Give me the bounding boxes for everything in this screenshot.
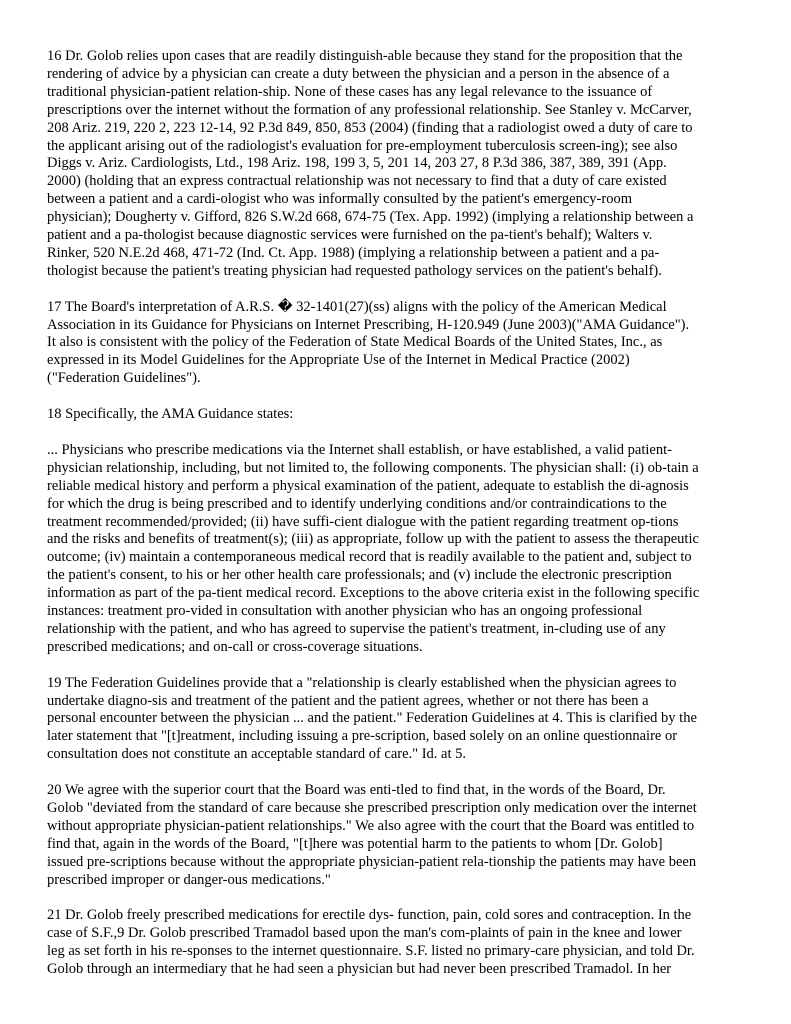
paragraph-16: 16 Dr. Golob relies upon cases that are readily distinguish-able because they stand for the proposition that the rendering of advice by a physician can create a duty between the physician and a person in the absence of a traditional physician-patient relation-ship. None of these cases has any legal relevance to the issuance of prescriptions over the internet without the formation of any professional relationship. See Stanley v. McCarver, 208 Ariz. 219, 220 2, 223 12-14, 92 P.3d 849, 850, 853 (2004) (finding that a radiologist owed a duty of care to the applicant arising out of the radiologist's evaluation for pre-employment tuberculosis screen-ing); see also Diggs v. Ariz. Cardiologists, Ltd., 198 Ariz. 198, 199 3, 5, 201 14, 203 27, 8 P.3d 386, 387, 389, 391 (App. 2000) (holding that an express contractual relationship was not necessary to find that a duty of care existed between a patient and a cardi-ologist who was informally consulted by the patient's emergency-room physician); Dougherty v. Gifford, 826 S.W.2d 668, 674-75 (Tex. App. 1992) (implying a relationship between a patient and a pa-thologist because diagnostic services were furnished on the pa-tient's behalf); Walters v. Rinker, 520 N.E.2d 468, 471-72 (Ind. Ct. App. 1988) (implying a relationship between a patient and a pa- thologist because the patient's treating physician had requested pathology services on the patient's behalf). (47, 48, 694, 279)
paragraph-21: 21 Dr. Golob freely prescribed medications for erectile dys- function, pain, cold sores and contraception. In the case of S.F.,9 Dr. Golob prescribed Tramadol based upon the man's com-plaints of pain in the knee and lower leg as set forth in his re-sponses to the internet questionnaire. S.F. listed no primary-care physician, and told Dr. Golob through an intermediary that he had seen a physician but had never been prescribed Tramadol. In her (47, 907, 695, 978)
quoted-ama-guidance: ... Physicians who prescribe medications via the Internet shall establish, or have established, a valid patient- physician relationship, including, but not limited to, the following components. The physician shall: (i) ob-tain a reliable medical history and perform a physical examination of the patient, adequate to establish the di-agnosis for which the drug is being prescribed and to identify underlying conditions and/or contraindications to the treatment recommended/provided; (ii) have suffi-cient dialogue with the patient regarding treatment op-tions and the risks and benefits of treatment(s); (iii) as appropriate, follow up with the patient to assess the therapeutic outcome; (iv) maintain a contemporaneous medical record that is readily available to the patient and, subject to the patient's consent, to his or her other health care professionals; and (v) include the electronic prescription information as part of the pa-tient medical record. Exceptions to the above criteria exist in the following specific instances: treatment pro-vided in consultation with another physician who has an ongoing professional relationship with the patient, and who has agreed to supervise the patient's treatment, in-cluding use of any prescribed medications; and on-call or cross-coverage situations. (47, 441, 700, 655)
paragraph-20: 20 We agree with the superior court that the Board was enti-tled to find that, in the words of the Board, Dr. Golob "deviated from the standard of care because she prescribed prescription only medication over the internet without appropriate physician-patient relationships." We also agree with the court that the Board was entitled to find that, again in the words of the Board, "[t]here was potential harm to the patients to whom [Dr. Golob] issued pre-scriptions because without the appropriate physician-patient rela-tionship the patients may have been prescribed improper or danger-ous medications." (47, 782, 697, 888)
document-page (47, 48, 775, 997)
paragraph-17: 17 The Board's interpretation of A.R.S. � 32-1401(27)(ss) aligns with the policy of the American Medical Association in its Guidance for Physicians on Internet Prescribing, H-120.949 (June 2003)("AMA Guidance"). It also is consistent with the policy of the Federation of State Medical Boards of the United States, Inc., as expressed in its Model Guidelines for the Appropriate Use of the Internet in Medical Practice (2002) ("Federation Guidelines"). (47, 298, 690, 387)
paragraph-18: 18 Specifically, the AMA Guidance states: (47, 406, 294, 423)
paragraph-19: 19 The Federation Guidelines provide that a "relationship is clearly established when the physician agrees to undertake diagno-sis and treatment of the patient and the patient agrees, whether or not there has been a personal encounter between the physician ... and the patient." Federation Guidelines at 4. This is clarified by the later statement that "[t]reatment, including issuing a pre-scription, based solely on an online questionnaire or consultation does not constitute an acceptable standard of care." Id. at 5. (47, 674, 697, 763)
